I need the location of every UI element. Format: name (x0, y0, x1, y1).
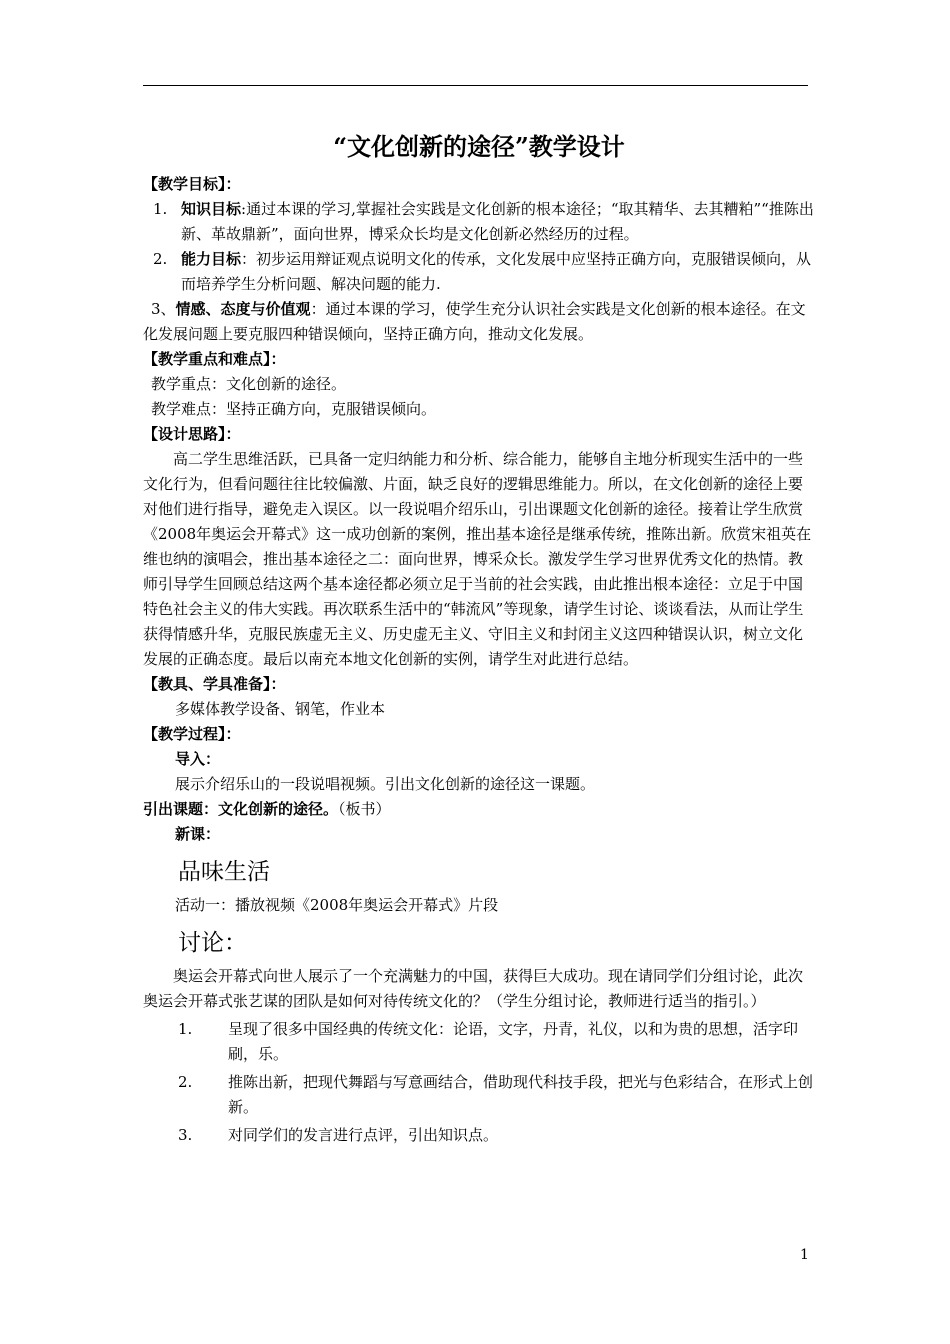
prep-text: 多媒体教学设备、钢笔，作业本 (175, 700, 386, 718)
list-item-num: 1. (178, 1020, 193, 1038)
section-title: 品味生活 (178, 859, 270, 885)
design-heading: 【设计思路】： (143, 425, 241, 443)
header-rule (143, 85, 808, 86)
topic-note: （板书） (338, 800, 391, 818)
list-item-num: 3. (178, 1126, 193, 1144)
objective-3-label: 情感、态度与价值观 (175, 300, 311, 318)
objective-2-num: 2. (153, 250, 168, 268)
objective-2-label: 能力目标 (181, 250, 242, 268)
list-item-num: 2. (178, 1073, 193, 1091)
discussion-title: 讨论： (178, 930, 247, 956)
objectives-heading: 【教学目标】： (143, 175, 241, 193)
list-item (178, 1123, 815, 1148)
teaching-focus: 教学重点：文化创新的途径。 (151, 375, 347, 393)
document-title: “文化创新的途径”教学设计 (333, 132, 625, 161)
topic-label: 引出课题：文化创新的途径。 (143, 800, 339, 818)
prep-heading: 【教具、学具准备】： (143, 675, 286, 693)
objective-1-num: 1. (153, 200, 168, 218)
objective-3-text: ：通过本课的学习，使学生充分认识社会实践是文化创新的根本途径。在文化发展问题上要克服四种错误倾向，坚持正确方向，推动文化发展。 (143, 300, 806, 343)
keypoints-heading: 【教学重点和难点】： (143, 350, 286, 368)
document-body (143, 130, 815, 1148)
list-item-text: 推陈出新，把现代舞蹈与写意画结合，借助现代科技手段，把光与色彩结合，在形式上创新。 (228, 1073, 814, 1116)
objective-2 (153, 247, 815, 297)
discussion-text: 奥运会开幕式向世人展示了一个充满魅力的中国，获得巨大成功。现在请同学们分组讨论，此次奥运会开幕式张艺谋的团队是如何对待传统文化的？（学生分组讨论，教师进行适当的指引。） (143, 967, 804, 1010)
intro-text: 展示介绍乐山的一段说唱视频。引出文化创新的途径这一课题。 (175, 775, 596, 793)
design-text: 高二学生思维活跃，已具备一定归纳能力和分析、综合能力，能够自主地分析现实生活中的一些文化行为，但看问题往往比较偏激、片面，缺乏良好的逻辑思维能力。所以，在文化创新的途径上要对他们进行指导，避免走入误区。以一段说唱介绍乐山，引出课题文化创新的途径。接着让学生欣赏《2008年奥运会开幕式》这一成功创新的案例，推出基本途径是继承传统，推陈出新。欣赏宋祖英在维也纳的演唱会，推出基本途径之二：面向世界，博采众长。激发学生学习世界优秀文化的热情。教师引导学生回顾总结这两个基本途径都必须立足于当前的社会实践，由此推出根本途径：立足于中国特色社会主义的伟大实践。再次联系生活中的“韩流风”等现象，请学生讨论、谈谈看法，从而让学生获得情感升华，克服民族虚无主义、历史虚无主义、守旧主义和封闭主义这四种错误认识，树立文化发展的正确态度。最后以南充本地文化创新的实例，请学生对此进行总结。 (143, 450, 812, 668)
page-number: 1 (800, 1247, 809, 1263)
objective-2-text: ：初步运用辩证观点说明文化的传承，文化发展中应坚持正确方向，克服错误倾向，从而培养学生分析问题、解决问题的能力. (181, 250, 812, 293)
new-lesson-label: 新课： (175, 825, 221, 843)
topic-line (143, 797, 815, 822)
list-item (178, 1017, 815, 1067)
list-item (178, 1070, 815, 1120)
list-item-text: 呈现了很多中国经典的传统文化：论语，文字，丹青，礼仪，以和为贵的思想，活字印刷，乐。 (228, 1020, 799, 1063)
objective-3-num: 3、 (151, 300, 176, 318)
activity-text: 活动一：播放视频《2008年奥运会开幕式》片段 (175, 896, 499, 914)
intro-label: 导入： (175, 750, 221, 768)
objective-1-text: :通过本课的学习,掌握社会实践是文化创新的根本途径；“取其精华、去其糟粕”“推陈出新、革故鼎新”，面向世界，博采众长均是文化创新必然经历的过程。 (181, 200, 814, 243)
process-heading: 【教学过程】： (143, 725, 241, 743)
objective-3 (143, 297, 815, 347)
objective-1 (153, 197, 815, 247)
list-item-text: 对同学们的发言进行点评，引出知识点。 (228, 1126, 499, 1144)
objective-1-label: 知识目标 (181, 200, 242, 218)
teaching-difficulty: 教学难点：坚持正确方向，克服错误倾向。 (151, 400, 437, 418)
